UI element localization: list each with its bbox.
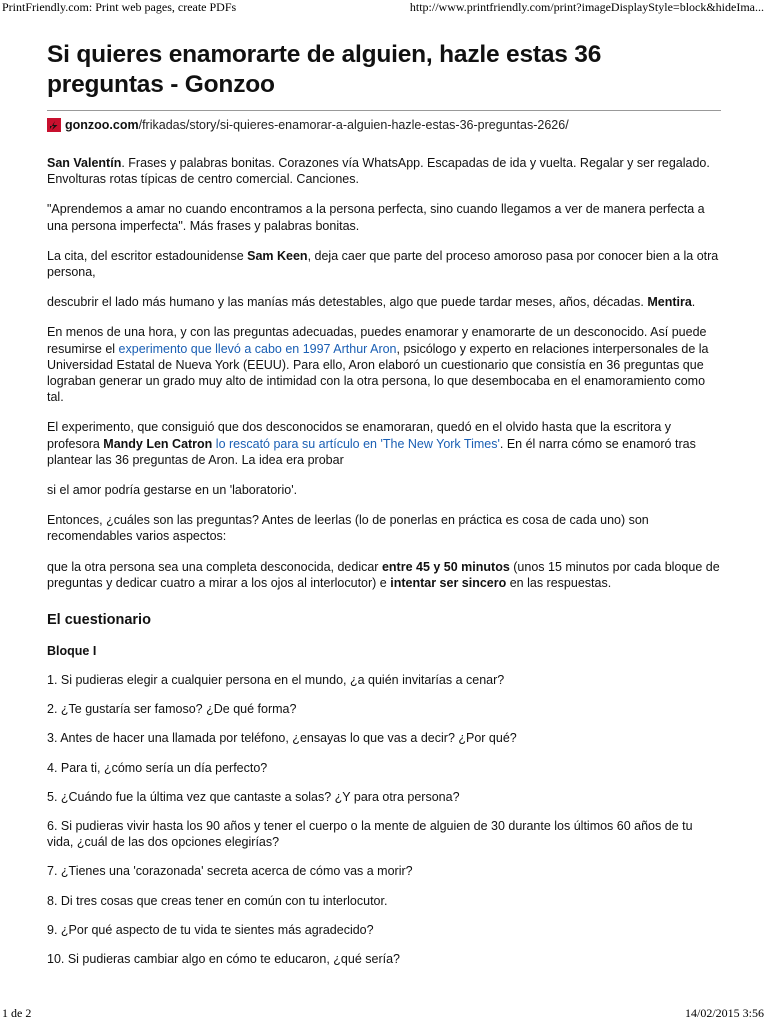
paragraph-8: Entonces, ¿cuáles son las preguntas? Antes de leerlas (lo de ponerlas en práctica es cosa de cada uno) son recomendables varios aspectos: — [47, 513, 649, 544]
question-item: 5. ¿Cuándo fue la última vez que cantaste a solas? ¿Y para otra persona? — [47, 789, 460, 804]
bold-sincere: intentar ser sincero — [390, 575, 507, 590]
article-title: Si quieres enamorarte de alguien, hazle estas 36 preguntas - Gonzoo — [47, 41, 602, 98]
paragraph-6-after: . En él narra cómo se enamoró tras plantear las 36 preguntas de Aron. La idea era probar — [47, 436, 696, 467]
bold-duration: entre 45 y 50 minutos — [381, 559, 510, 574]
paragraph-9-after: en las respuestas. — [506, 575, 612, 590]
paragraph-9-before: que la otra persona sea una completa desconocida, dedicar — [47, 559, 382, 574]
paragraph-4-before: descubrir el lado más humano y las manías más detestables, algo que puede tardar meses, años, décadas. — [47, 295, 648, 310]
paragraph-9-middle: (unos 15 minutos por cada bloque de preguntas y dedicar cuatro a mirar a los ojos al interlocutor) e — [47, 559, 720, 590]
print-header — [0, 0, 768, 18]
paragraph-6-before: El experimento, que consiguió que dos desconocidos se enamoraran, quedó en el olvido hasta que la escritora y profesora — [47, 420, 672, 451]
bold-san-valentin: San Valentín — [47, 156, 122, 170]
print-header-url: http://www.printfriendly.com/print?imageDisplayStyle=block&hideIma... — [409, 0, 764, 14]
paragraph-5-before: En menos de una hora, y con las preguntas adecuadas, puedes enamorar y enamorarte de un desconocido. Así puede resumirse el — [47, 325, 707, 356]
gonzoo-logo-icon — [47, 118, 61, 132]
print-timestamp: 14/02/2015 3:56 — [684, 1006, 764, 1020]
question-item: 7. ¿Tienes una 'corazonada' secreta acerca de cómo vas a morir? — [47, 864, 413, 879]
title-divider — [47, 110, 721, 111]
section-heading-cuestionario: El cuestionario — [47, 612, 151, 629]
question-item: 8. Di tres cosas que creas tener en común con tu interlocutor. — [47, 893, 388, 908]
print-footer — [0, 1006, 768, 1024]
paragraph-4-after: . — [691, 295, 696, 310]
bold-mandy-len-catron: Mandy Len Catron — [103, 436, 213, 451]
question-item: 3. Antes de hacer una llamada por teléfono, ¿ensayas lo que vas a decir? ¿Por qué? — [47, 731, 517, 746]
paragraph-9 — [47, 559, 721, 591]
paragraph-5 — [47, 324, 721, 405]
page-counter: 1 de 2 — [2, 1006, 32, 1020]
article-body — [47, 155, 721, 967]
paragraph-3-before: La cita, del escritor estadounidense — [47, 248, 248, 263]
paragraph-3-after: , deja caer que parte del proceso amoroso pasa por conocer bien a la otra persona, — [47, 248, 719, 280]
source-domain[interactable]: gonzoo.com — [65, 118, 139, 132]
paragraph-2: "Aprendemos a amar no cuando encontramos a la persona perfecta, sino cuando llegamos a ver de manera perfecta a una persona imperfecta". Más frases y palabras bonitas. — [47, 202, 705, 233]
paragraph-1 — [47, 155, 721, 187]
link-nyt-article[interactable]: lo rescató para su artículo en 'The New York Times' — [212, 436, 500, 451]
article — [47, 40, 721, 967]
paragraph-3 — [47, 248, 721, 280]
question-item: 1. Si pudieras elegir a cualquier persona en el mundo, ¿a quién invitarías a cenar? — [47, 673, 505, 688]
question-item: 4. Para ti, ¿cómo sería un día perfecto? — [47, 760, 268, 775]
bold-sam-keen: Sam Keen — [247, 248, 308, 263]
question-item: 6. Si pudieras vivir hasta los 90 años y tener el cuerpo o la mente de alguien de 30 durante los últimos 60 años de tu vida, ¿cuál de las dos opciones elegirías? — [47, 819, 693, 850]
print-header-title: PrintFriendly.com: Print web pages, create PDFs — [2, 0, 237, 14]
question-item: 9. ¿Por qué aspecto de tu vida te sientes más agradecido? — [47, 922, 374, 937]
paragraph-7: si el amor podría gestarse en un 'laboratorio'. — [47, 483, 298, 498]
block-heading-1: Bloque I — [47, 644, 97, 659]
source-line — [47, 117, 721, 133]
paragraph-4 — [47, 294, 721, 310]
paragraph-5-after: , psicólogo y experto en relaciones interpersonales de la Universidad Estatal de Nueva York (EEUU). Para ello, Aron elaboró un cuestionario que consistía en 36 preguntas que lograban generar un grado muy alto de intimidad con la otra persona, lo que desembocaba en el enamoramiento como tal. — [47, 341, 709, 405]
question-item: 10. Si pudieras cambiar algo en cómo te educaron, ¿qué sería? — [47, 952, 400, 967]
bold-mentira: Mentira — [647, 295, 692, 310]
question-item: 2. ¿Te gustaría ser famoso? ¿De qué forma? — [47, 702, 297, 717]
link-experimento-aron[interactable]: experimento que llevó a cabo en 1997 Arthur Aron — [118, 341, 397, 356]
paragraph-1-text: . Frases y palabras bonitas. Corazones vía WhatsApp. Escapadas de ida y vuelta. Regalar y ser regalado. Envolturas rotas típicas de centro comercial. Canciones. — [47, 156, 710, 187]
paragraph-6 — [47, 419, 721, 468]
source-path[interactable]: /frikadas/story/si-quieres-enamorar-a-alguien-hazle-estas-36-preguntas-2626/ — [138, 118, 569, 132]
